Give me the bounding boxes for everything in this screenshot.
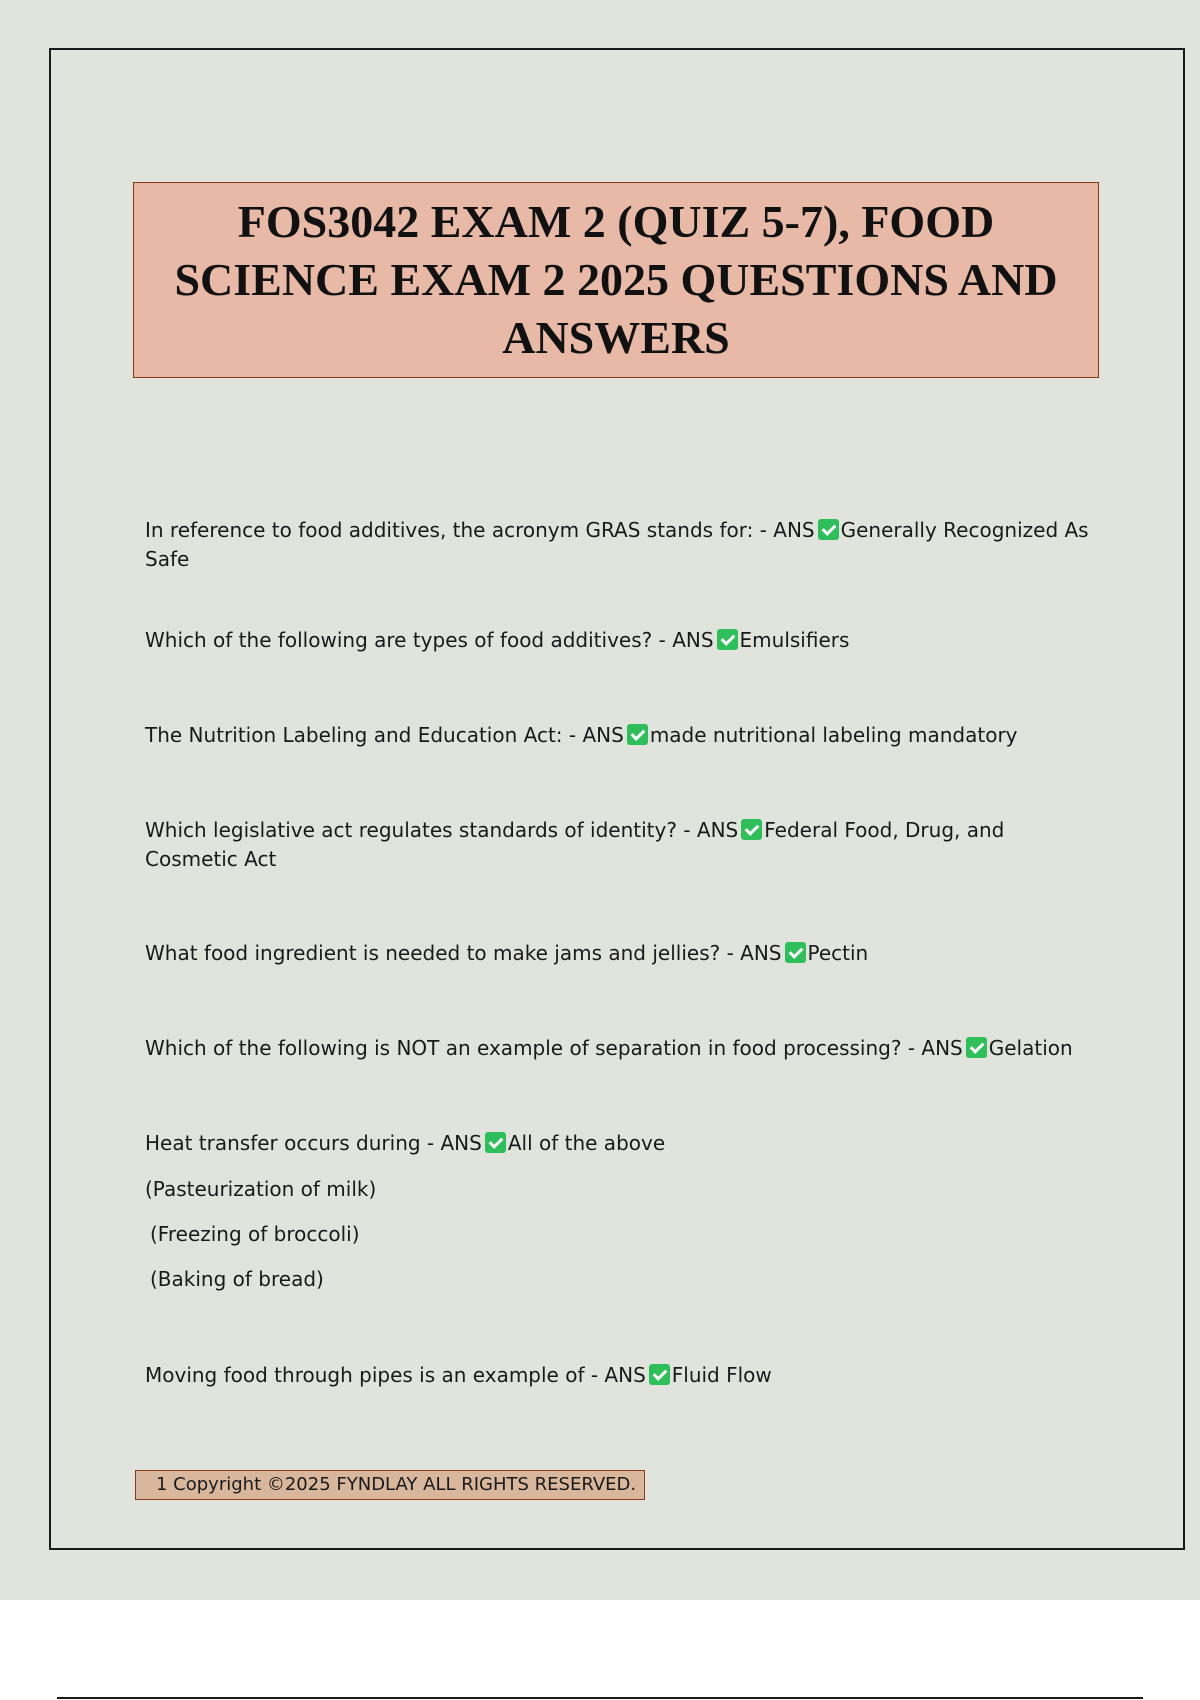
question-text: The Nutrition Labeling and Education Act: - ANS (145, 723, 624, 747)
answer-detail: (Baking of bread) (150, 1267, 324, 1291)
answer-text: Fluid Flow (671, 1363, 772, 1387)
question-text: Which legislative act regulates standards of identity? - ANS (145, 818, 739, 842)
check-mark-icon (627, 724, 648, 745)
qa-item (145, 1034, 1095, 1063)
check-mark-icon (717, 629, 738, 650)
answer-text: Pectin (807, 941, 869, 965)
qa-item (145, 626, 1095, 655)
answer-text: Gelation (988, 1036, 1073, 1060)
question-text: In reference to food additives, the acronym GRAS stands for: - ANS (145, 518, 815, 542)
answer-detail: (Pasteurization of milk) (145, 1177, 377, 1201)
document-title: FOS3042 EXAM 2 (QUIZ 5-7), FOOD SCIENCE EXAM 2 2025 QUESTIONS AND ANSWERS (174, 196, 1058, 363)
check-mark-icon (649, 1364, 670, 1385)
check-mark-icon (785, 942, 806, 963)
question-text: Heat transfer occurs during - ANS (145, 1131, 482, 1155)
title-banner (133, 182, 1099, 378)
check-mark-icon (485, 1132, 506, 1153)
answer-detail: (Freezing of broccoli) (150, 1222, 360, 1246)
answer-text: Emulsifiers (739, 628, 850, 652)
bottom-divider (57, 1697, 1143, 1699)
answer-text: Generally Recognized As Safe (145, 518, 1089, 571)
question-text: Moving food through pipes is an example of - ANS (145, 1363, 646, 1387)
qa-item (145, 816, 1095, 874)
copyright-footer: 1 Copyright ©2025 FYNDLAY ALL RIGHTS RESERVED. (135, 1470, 645, 1500)
qa-item (145, 516, 1095, 574)
qa-item (145, 1361, 1095, 1390)
qa-item (145, 939, 1095, 968)
check-mark-icon (966, 1037, 987, 1058)
question-text: Which of the following is NOT an example of separation in food processing? - ANS (145, 1036, 963, 1060)
check-mark-icon (741, 819, 762, 840)
question-text: Which of the following are types of food additives? - ANS (145, 628, 714, 652)
check-mark-icon (818, 519, 839, 540)
qa-item (145, 721, 1095, 750)
answer-text: made nutritional labeling mandatory (649, 723, 1018, 747)
answer-text: Federal Food, Drug, and Cosmetic Act (145, 818, 1005, 871)
qa-item (145, 1129, 1095, 1294)
question-text: What food ingredient is needed to make jams and jellies? - ANS (145, 941, 782, 965)
answer-text: All of the above (507, 1131, 666, 1155)
